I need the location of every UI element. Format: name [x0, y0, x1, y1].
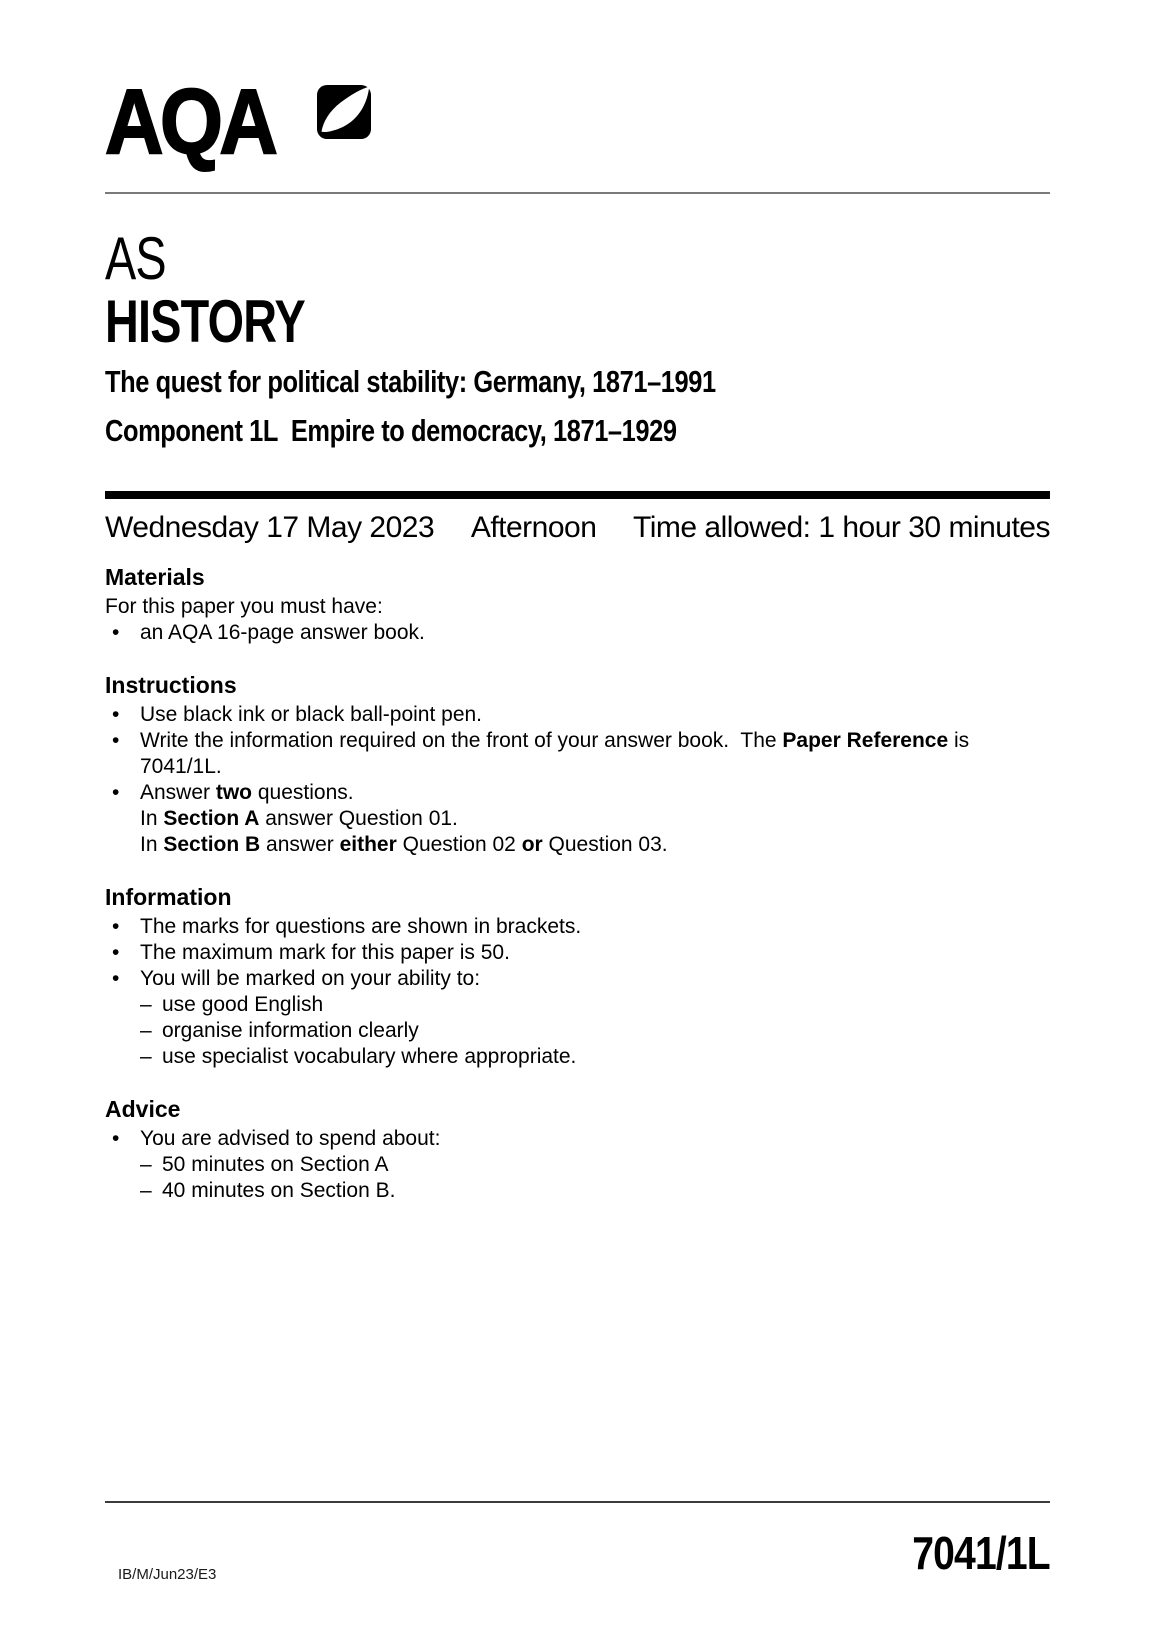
- subject-title: HISTORY: [105, 288, 305, 355]
- line-text: In Section B answer either Question 02 or Question 03.: [140, 833, 668, 856]
- line-text: use specialist vocabulary where appropriate.: [162, 1045, 577, 1068]
- line-bullet: [105, 1126, 1050, 1152]
- line-text: 40 minutes on Section B.: [162, 1179, 396, 1202]
- line-text: The maximum mark for this paper is 50.: [140, 941, 510, 964]
- line-text: an AQA 16-page answer book.: [140, 621, 425, 644]
- title-rule: [105, 491, 1050, 499]
- line-bullet: [105, 728, 1050, 780]
- line-text: organise information clearly: [162, 1019, 419, 1042]
- paper-code: 7041/1L: [912, 1527, 1050, 1579]
- bullet-icon: •: [112, 1127, 120, 1150]
- line-plain: [105, 594, 1050, 620]
- dash-icon: –: [140, 993, 152, 1016]
- header-divider: [105, 192, 1050, 194]
- line-bullet: [105, 914, 1050, 940]
- line-text: For this paper you must have:: [105, 595, 383, 618]
- sections: [105, 562, 1050, 1204]
- component-title: Component 1L Empire to democracy, 1871–1929: [105, 413, 677, 448]
- line-indent: [140, 832, 1050, 858]
- bullet-icon: •: [112, 781, 120, 804]
- bullet-icon: •: [112, 729, 120, 752]
- line-text: Use black ink or black ball-point pen.: [140, 703, 483, 726]
- aqa-logo-text: AQA: [105, 71, 275, 173]
- line-dash: [140, 1178, 1050, 1204]
- line-text: use good English: [162, 993, 324, 1016]
- section-materials: [105, 562, 1050, 646]
- line-text: The marks for questions are shown in brackets.: [140, 915, 582, 938]
- bullet-icon: •: [112, 915, 120, 938]
- section-heading: Materials: [105, 564, 205, 590]
- section-heading: Instructions: [105, 672, 237, 698]
- aqa-logo: [105, 71, 371, 173]
- qualification-title: AS: [105, 225, 166, 292]
- aqa-leaf-icon: [317, 85, 371, 139]
- line-dash: [140, 1152, 1050, 1178]
- line-text: Write the information required on the front of your answer book. The Paper Reference is 7041/1L.: [140, 729, 976, 778]
- line-text: 50 minutes on Section A: [162, 1153, 389, 1176]
- exam-daypart: Afternoon: [470, 511, 597, 544]
- dash-icon: –: [140, 1179, 152, 1202]
- line-bullet: [105, 780, 1050, 806]
- line-text: In Section A answer Question 01.: [140, 807, 458, 830]
- line-bullet: [105, 940, 1050, 966]
- dash-icon: –: [140, 1019, 152, 1042]
- bullet-icon: •: [112, 967, 120, 990]
- bullet-icon: •: [112, 941, 120, 964]
- line-text: Answer two questions.: [140, 781, 354, 804]
- dash-icon: –: [140, 1045, 152, 1068]
- line-text: You will be marked on your ability to:: [140, 967, 481, 990]
- session-line: [105, 511, 1050, 545]
- section-instructions: [105, 670, 1050, 858]
- time-allowed: Time allowed: 1 hour 30 minutes: [633, 511, 1050, 544]
- bullet-icon: •: [112, 621, 120, 644]
- paper-title: The quest for political stability: Germany, 1871–1991: [105, 364, 716, 399]
- line-indent: [140, 806, 1050, 832]
- line-dash: [140, 1044, 1050, 1070]
- footer-divider: [105, 1501, 1050, 1503]
- line-bullet: [105, 702, 1050, 728]
- section-information: [105, 882, 1050, 1070]
- exam-date: Wednesday 17 May 2023: [105, 511, 435, 544]
- dash-icon: –: [140, 1153, 152, 1176]
- section-heading: Information: [105, 884, 232, 910]
- footer-reference-code: IB/M/Jun23/E3: [118, 1566, 217, 1583]
- section-heading: Advice: [105, 1096, 181, 1122]
- line-dash: [140, 1018, 1050, 1044]
- line-dash: [140, 992, 1050, 1018]
- line-bullet: [105, 966, 1050, 992]
- bullet-icon: •: [112, 703, 120, 726]
- line-bullet: [105, 620, 1050, 646]
- section-advice: [105, 1094, 1050, 1204]
- line-text: You are advised to spend about:: [140, 1127, 441, 1150]
